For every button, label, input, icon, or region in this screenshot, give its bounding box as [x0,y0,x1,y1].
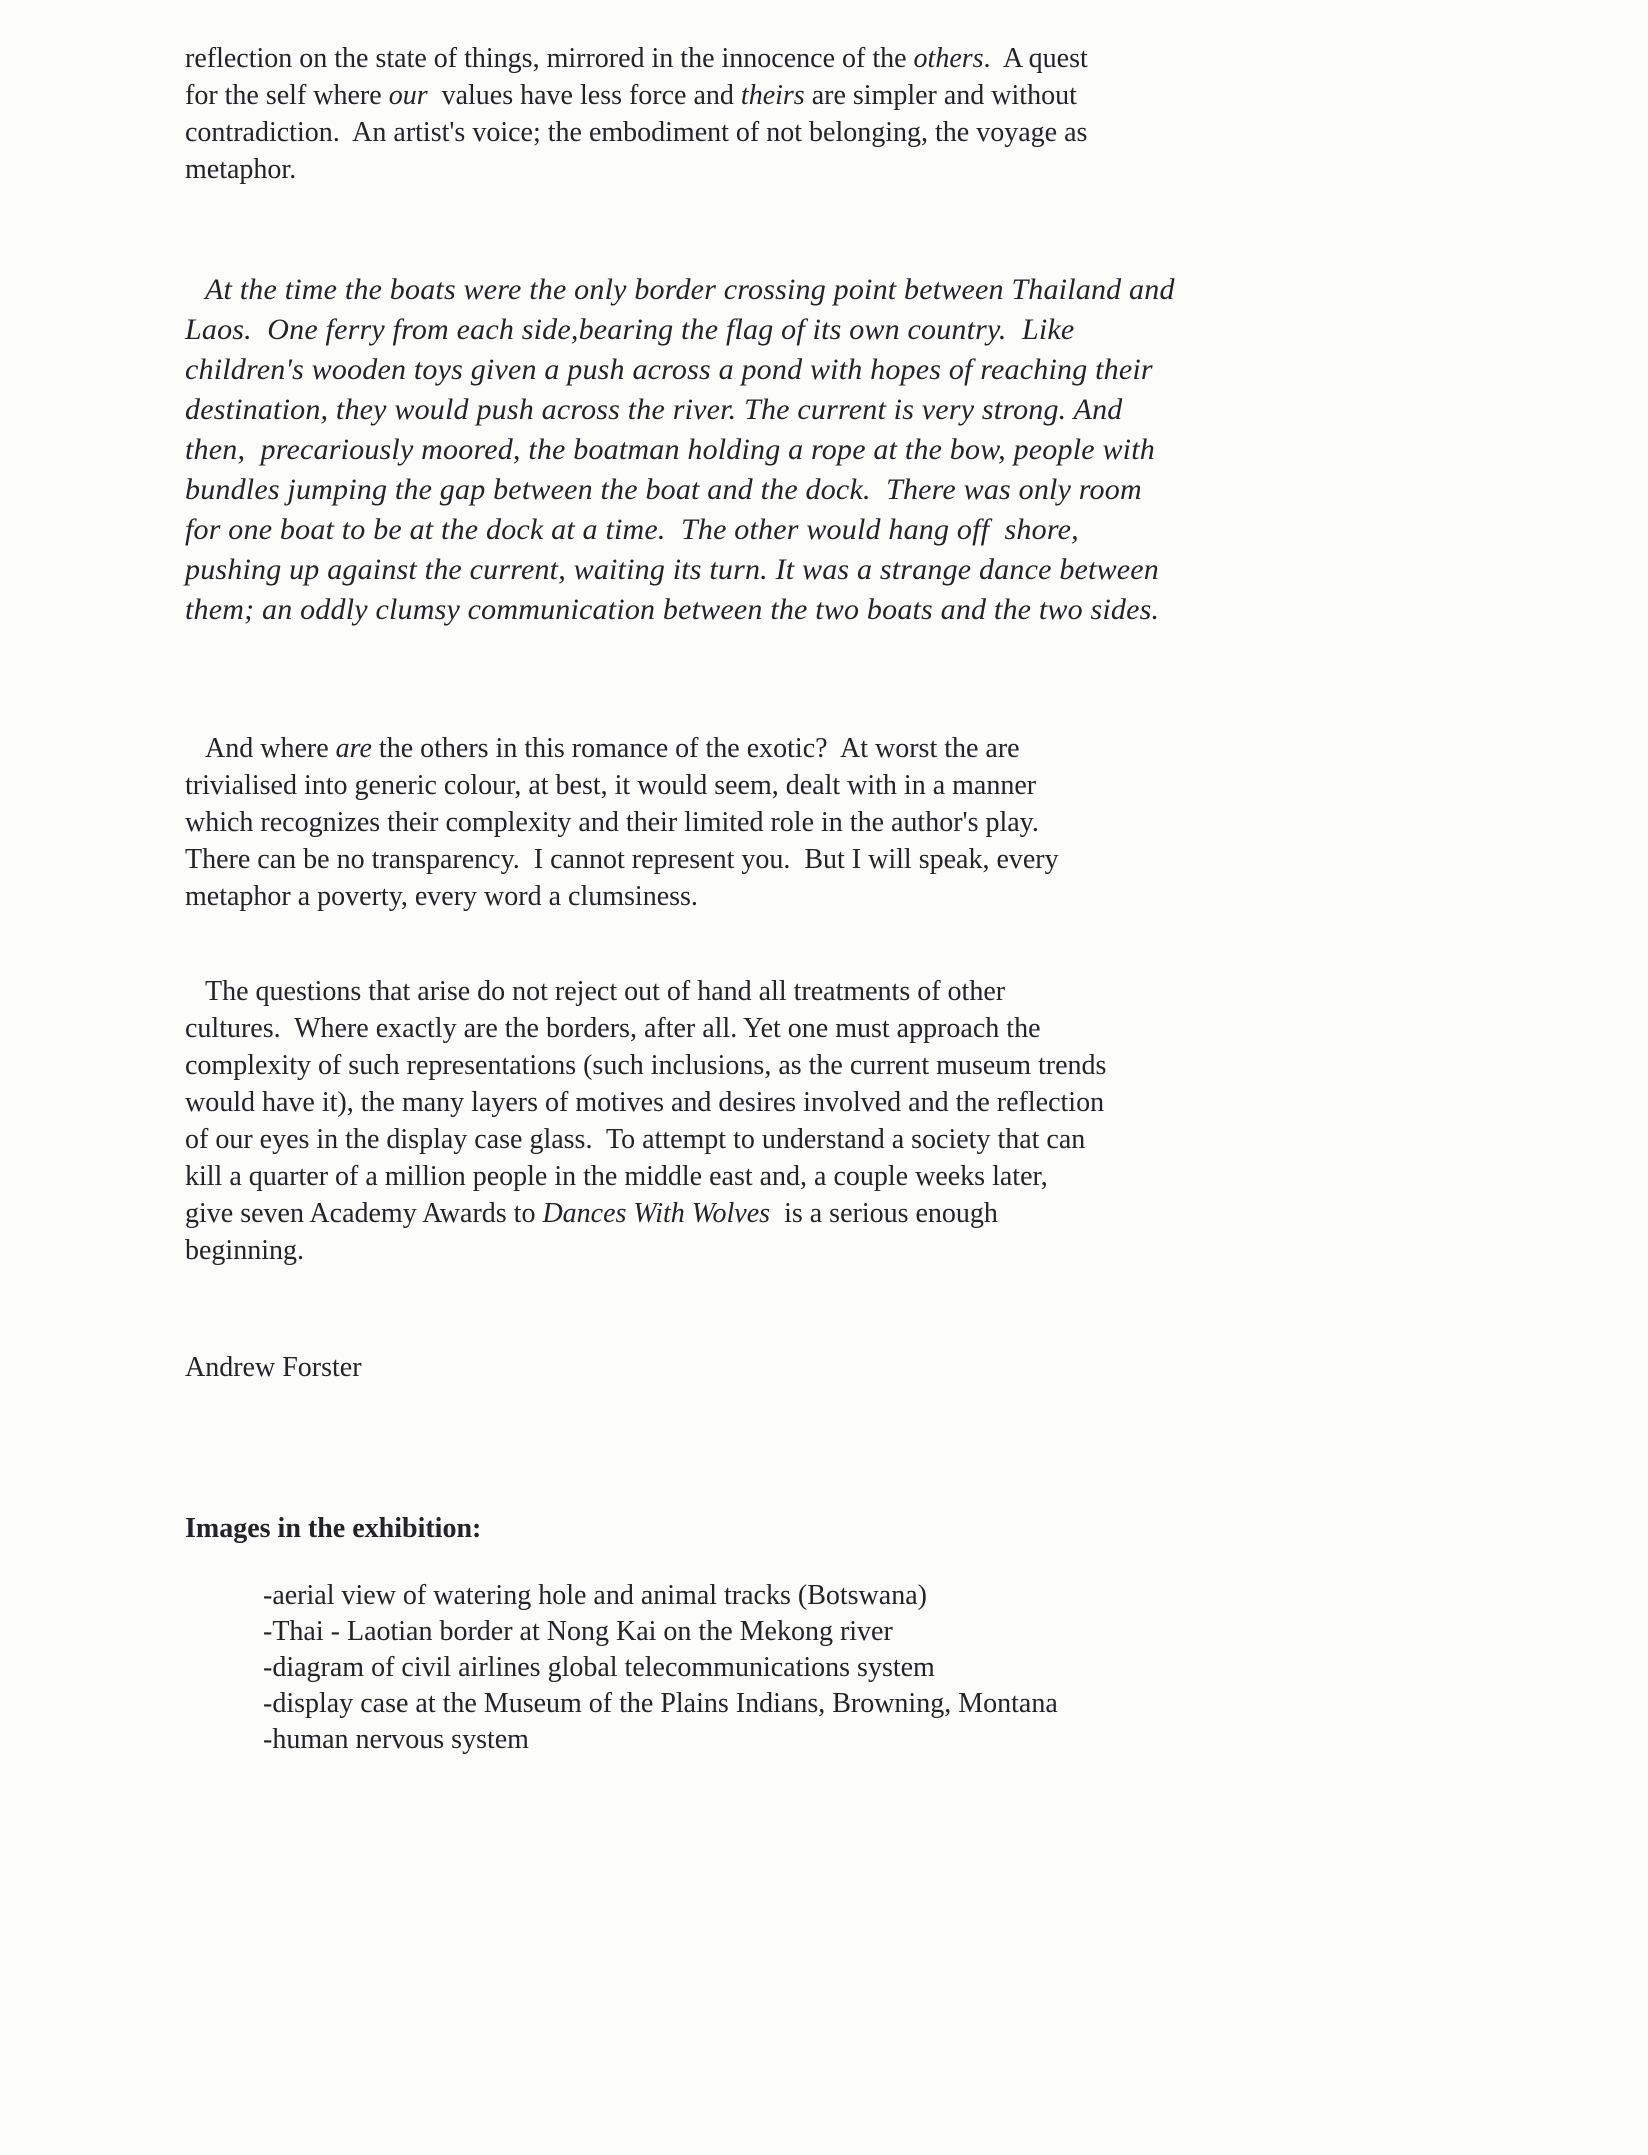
text-line: beginning. [185,1235,304,1266]
text-line: then, precariously moored, the boatman holding a rope at the bow, people with [185,433,1155,466]
text-line: destination, they would push across the river. The current is very strong. And [185,393,1123,426]
text-line: them; an oddly clumsy communication between the two boats and the two sides. [185,593,1160,626]
text-line: children's wooden toys given a push across a pond with hopes of reaching their [185,353,1153,386]
text-line: give seven Academy Awards to Dances With Wolves is a serious enough [185,1198,998,1229]
text-line: bundles jumping the gap between the boat and the dock. There was only room [185,473,1142,506]
text-line: contradiction. An artist's voice; the embodiment of not belonging, the voyage as [185,117,1088,148]
body-paragraphs [185,40,1593,1269]
text-line: And where are the others in this romance of the exotic? At worst the are [205,733,1020,764]
text-line: At the time the boats were the only border crossing point between Thailand and [205,273,1175,306]
text-line: metaphor a poverty, every word a clumsiness. [185,881,698,912]
exhibition-item: -aerial view of watering hole and animal tracks (Botswana) [263,1580,927,1611]
paragraph [185,40,1593,188]
text-line: trivialised into generic colour, at best, it would seem, dealt with in a manner [185,770,1037,801]
exhibition-item: -human nervous system [263,1724,529,1755]
text-line: pushing up against the current, waiting its turn. It was a strange dance between [185,553,1160,586]
text-line: The questions that arise do not reject out of hand all treatments of other [205,976,1006,1007]
text-line: There can be no transparency. I cannot represent you. But I will speak, every [185,844,1059,875]
text-line: would have it), the many layers of motives and desires involved and the reflection [185,1087,1105,1118]
text-line: cultures. Where exactly are the borders, after all. Yet one must approach the [185,1013,1041,1044]
text-line: reflection on the state of things, mirrored in the innocence of the others. A quest [185,43,1088,74]
paragraph [185,270,1593,630]
exhibition-list [263,1578,1593,1758]
text-line: complexity of such representations (such inclusions, as the current museum trends [185,1050,1107,1081]
text-line: which recognizes their complexity and their limited role in the author's play. [185,807,1039,838]
exhibition-item: -Thai - Laotian border at Nong Kai on the Mekong river [263,1616,893,1647]
text-line: Laos. One ferry from each side,bearing the flag of its own country. Like [185,313,1075,346]
text-line: of our eyes in the display case glass. To attempt to understand a society that can [185,1124,1086,1155]
exhibition-item: -display case at the Museum of the Plains Indians, Browning, Montana [263,1688,1058,1719]
signature: Andrew Forster [185,1352,362,1383]
text-line: for one boat to be at the dock at a time. The other would hang off shore, [185,513,1079,546]
text-line: kill a quarter of a million people in the middle east and, a couple weeks later, [185,1161,1048,1192]
text-line: for the self where our values have less force and theirs are simpler and without [185,80,1077,111]
text-line: metaphor. [185,154,297,185]
exhibition-heading: Images in the exhibition: [185,1513,482,1544]
paragraph [185,730,1593,915]
exhibition-item: -diagram of civil airlines global telecommunications system [263,1652,935,1683]
paragraph [185,973,1593,1269]
